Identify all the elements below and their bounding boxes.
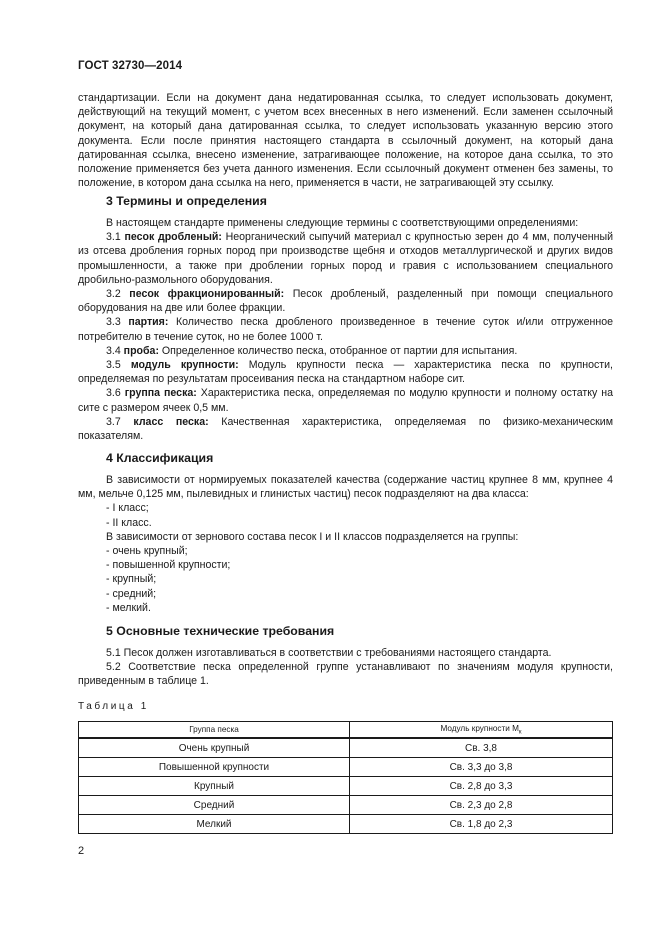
list-item: - крупный; (106, 573, 157, 586)
term: песок фракционированный: (129, 288, 285, 301)
table-row (79, 796, 613, 815)
table-row (79, 758, 613, 777)
intro-paragraph (78, 91, 613, 190)
table-row (79, 815, 613, 834)
cell-modulus: Св. 1,8 до 2,3 (350, 815, 613, 834)
section-4-paragraph: В зависимости от зернового состава песок I и II классов подразделяется на группы: (106, 530, 519, 543)
document-header: ГОСТ 32730—2014 (78, 60, 183, 72)
list-item: - средний; (106, 587, 157, 600)
definition-item: 3.4 проба: Определенное количество песка, отобранное от партии для испытания. (106, 344, 518, 357)
definition-item: 3.6 группа песка: Характеристика песка, определяемая по модулю крупности и полному остатку на сите с размером ячеек 0,5 мм. (78, 387, 613, 414)
term: группа песка: (124, 387, 197, 400)
cell-modulus: Св. 2,3 до 2,8 (350, 796, 613, 815)
definition-item: 3.5 модуль крупности: Модуль крупности песка — характеристика песка по крупности, определяемая по результатам просеивания песка на стандартном наборе сит. (78, 359, 613, 386)
list-item: - II класс. (106, 516, 152, 529)
section-3-intro: В настоящем стандарте применены следующие термины с соответствующими определениями: (106, 217, 579, 229)
term: песок дробленый: (124, 231, 222, 244)
section-4-heading: 4 Классификация (106, 451, 214, 465)
term: модуль крупности: (130, 359, 239, 372)
table-1 (78, 721, 613, 834)
section-5-paragraph: 5.2 Соответствие песка определенной группе устанавливают по значениям модуля крупности, приведенным в таблице 1. (78, 661, 613, 688)
section-4-paragraph: В зависимости от нормируемых показателей качества (содержание частиц крупнее 8 мм, крупнее 4 мм, мельче 0,125 мм, пылевидных и глинистых частиц) песок подразделяют на два класса: (78, 474, 613, 501)
list-item: - мелкий. (106, 601, 151, 614)
column-header-group: Группа песка (79, 722, 350, 739)
column-header-modulus: Модуль крупности $М_к$ (350, 722, 613, 739)
definition-item: 3.1 песок дробленый: Неорганический сыпучий материал с крупностью зерен до 4 мм, полученный из отсева дробления горных пород при производстве щебня и отходов металлургической и других видов промышленности, а также при дроблении горных пород и гравия с использованием специального дробильно-размольного оборудования. (78, 231, 613, 286)
list-item: - очень крупный; (106, 545, 188, 558)
section-3-heading: 3 Термины и определения (106, 194, 267, 208)
definition-item: 3.3 партия: Количество песка дробленого произведенное в течение суток и/или отгруженное потребителю в течение суток, но не более 1000 т. (78, 316, 613, 343)
definition-item: 3.7 класс песка: Качественная характеристика, определяемая по физико-механическим показателям. (78, 415, 614, 443)
cell-group: Мелкий (79, 815, 350, 834)
cell-group: Крупный (79, 777, 350, 796)
cell-modulus: Св. 3,3 до 3,8 (350, 758, 613, 777)
section-5-body (78, 646, 613, 689)
list-item: - повышенной крупности; (106, 559, 231, 572)
intro-text: стандартизации. Если на документ дана недатированная ссылка, то следует использовать документ, действующий на текущий момент, с учетом всех внесенных в него изменений. Если заменен ссылочный документ, на который дана датированная ссылка, то следует использовать указанную версию этого документа. Если после принятия настоящего стандарта в ссылочный документ, на который дана датированная ссылка, внесено изменение, затрагивающее положение, на которое дана ссылка, то это положение применяется без учета данного изменения. Если ссылочный документ отменен без замены, то положение, в котором дана ссылка на него, применяется в части, не затрагивающей эту ссылку. (78, 92, 613, 190)
term: класс песка: (133, 415, 209, 428)
list-item: - I класс; (106, 502, 149, 515)
section-3-body (78, 216, 613, 443)
cell-group: Повышенной крупности (79, 758, 350, 777)
section-4-body (78, 473, 613, 615)
section-5-heading: 5 Основные технические требования (106, 624, 335, 638)
term: партия: (128, 316, 169, 329)
table-caption: Таблица 1 (78, 701, 149, 712)
term: проба: (123, 344, 159, 357)
cell-group: Очень крупный (79, 738, 350, 758)
table-row (79, 777, 613, 796)
table-header-row (79, 722, 613, 739)
page-number: 2 (78, 845, 85, 857)
cell-modulus: Св. 3,8 (350, 738, 613, 758)
cell-modulus: Св. 2,8 до 3,3 (350, 777, 613, 796)
cell-group: Средний (79, 796, 350, 815)
definition-item: 3.2 песок фракционированный: Песок дробленый, разделенный при помощи специального оборудования на две или более фракции. (78, 288, 613, 315)
section-5-paragraph: 5.1 Песок должен изготавливаться в соответствии с требованиями настоящего стандарта. (106, 647, 552, 659)
table-row (79, 738, 613, 758)
